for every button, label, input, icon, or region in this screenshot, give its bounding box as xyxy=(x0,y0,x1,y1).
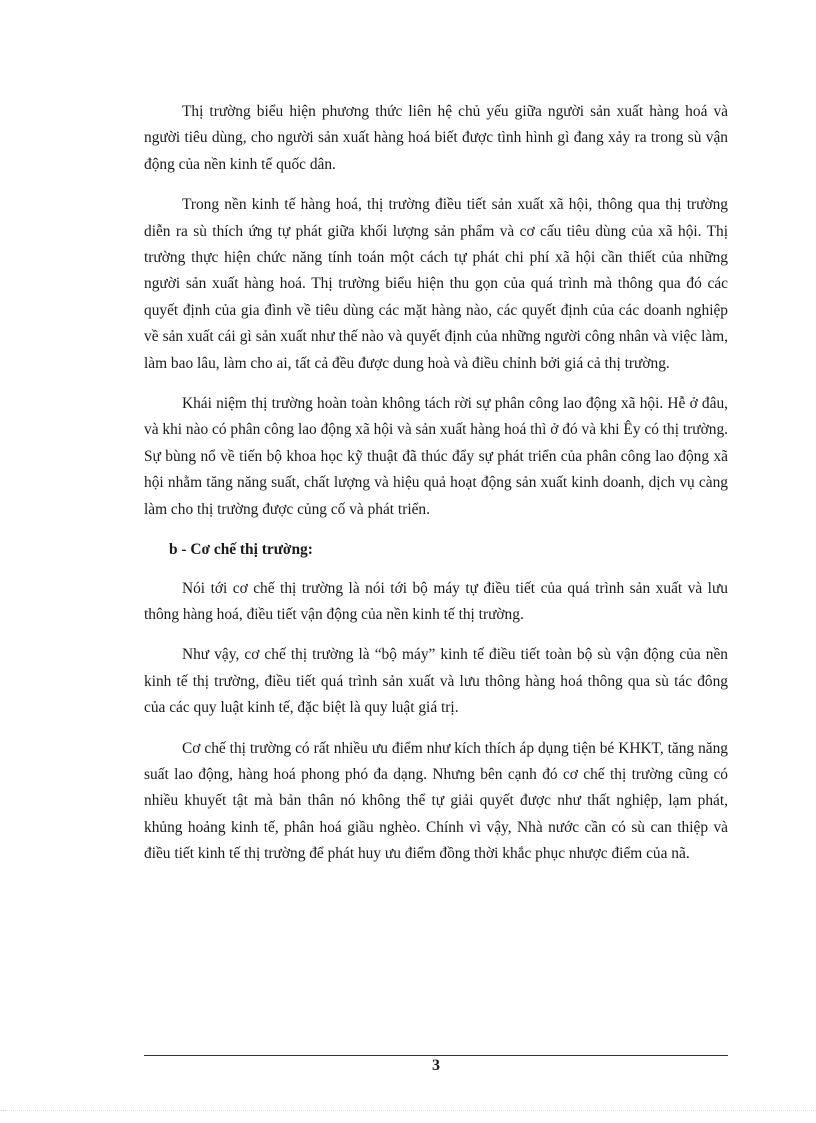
page-bottom-edge xyxy=(0,1110,816,1111)
paragraph-mechanism-apparatus: Như vậy, cơ chế thị trường là “bộ máy” kinh tế điều tiết toàn bộ sù vận động của nền kinh tế thị trường, điều tiết quá trình sản xuất và lưu thông hàng hoá thông qua sù tác đông của các quy luật kinh tế, đặc biệt là quy luật giá trị. xyxy=(144,646,728,717)
page-number: 3 xyxy=(432,1057,440,1074)
page-body xyxy=(144,99,728,882)
paragraph-market-concept: Khái niệm thị trường hoàn toàn không tách rời sự phân công lao động xã hội. Hễ ở đâu, và khi nào có phân công lao động xã hội và sản xuất hàng hoá thì ở đó và khi Êy có thị trường. Sự bùng nổ về tiến bộ khoa học kỹ thuật đã thúc đẩy sự phát triển của phân công lao động xã hội nhằm tăng năng suất, chất lượng và hiệu quả hoạt động sản xuất kinh doanh, dịch vụ càng làm cho thị trường được củng cố và phát triển. xyxy=(144,395,728,518)
paragraph-market-expression: Thị trường biểu hiện phương thức liên hệ chủ yếu giữa người sản xuất hàng hoá và người tiêu dùng, cho người sản xuất hàng hoá biết được tình hình gì đang xảy ra trong sù vận động của nền kinh tế quốc dân. xyxy=(144,103,728,173)
section-heading: b - Cơ chế thị trường: xyxy=(169,541,313,559)
paragraph-mechanism-advantages: Cơ chế thị trường có rất nhiều ưu điểm như kích thích áp dụng tiện bé KHKT, tăng năng suất lao động, hàng hoá phong phó đa dạng. Nhưng bên cạnh đó cơ chế thị trường cũng có nhiều khuyết tật mà bản thân nó không thể tự giải quyết được như thất nghiệp, lạm phát, khủng hoảng kinh tế, phân hoá giầu nghèo. Chính vì vậy, Nhà nước cần có sù can thiệp và điều tiết kinh tế thị trường để phát huy ưu điểm đồng thời khắc phục nhược điểm của nã. xyxy=(144,739,728,863)
paragraph-mechanism-definition: Nói tới cơ chế thị trường là nói tới bộ máy tự điều tiết của quá trình sản xuất và lưu thông hàng hoá, điều tiết vận động của nền kinh tế thị trường. xyxy=(144,579,728,623)
paragraph-market-regulation: Trong nền kinh tế hàng hoá, thị trường điều tiết sản xuất xã hội, thông qua thị trường diễn ra sù thích ứng tự phát giữa khối lượng sản phẩm và cơ cấu tiêu dùng của xã hội. Thị trường thực hiện chức năng tính toán một cách tự phát chi phí xã hội cần thiết của những người sản xuất hàng hoá. Thị trường biểu hiện thu gọn của quá trình mà thông qua đó các quyết định của gia đình về tiêu dùng các mặt hàng nào, các quyết định của các doanh nghiệp về sản xuất cái gì sản xuất như thế nào và quyết định của những người công nhân và việc làm, làm bao lâu, làm cho ai, tất cả đều được dung hoà và điều chỉnh bởi giá cả thị trường. xyxy=(144,196,728,372)
